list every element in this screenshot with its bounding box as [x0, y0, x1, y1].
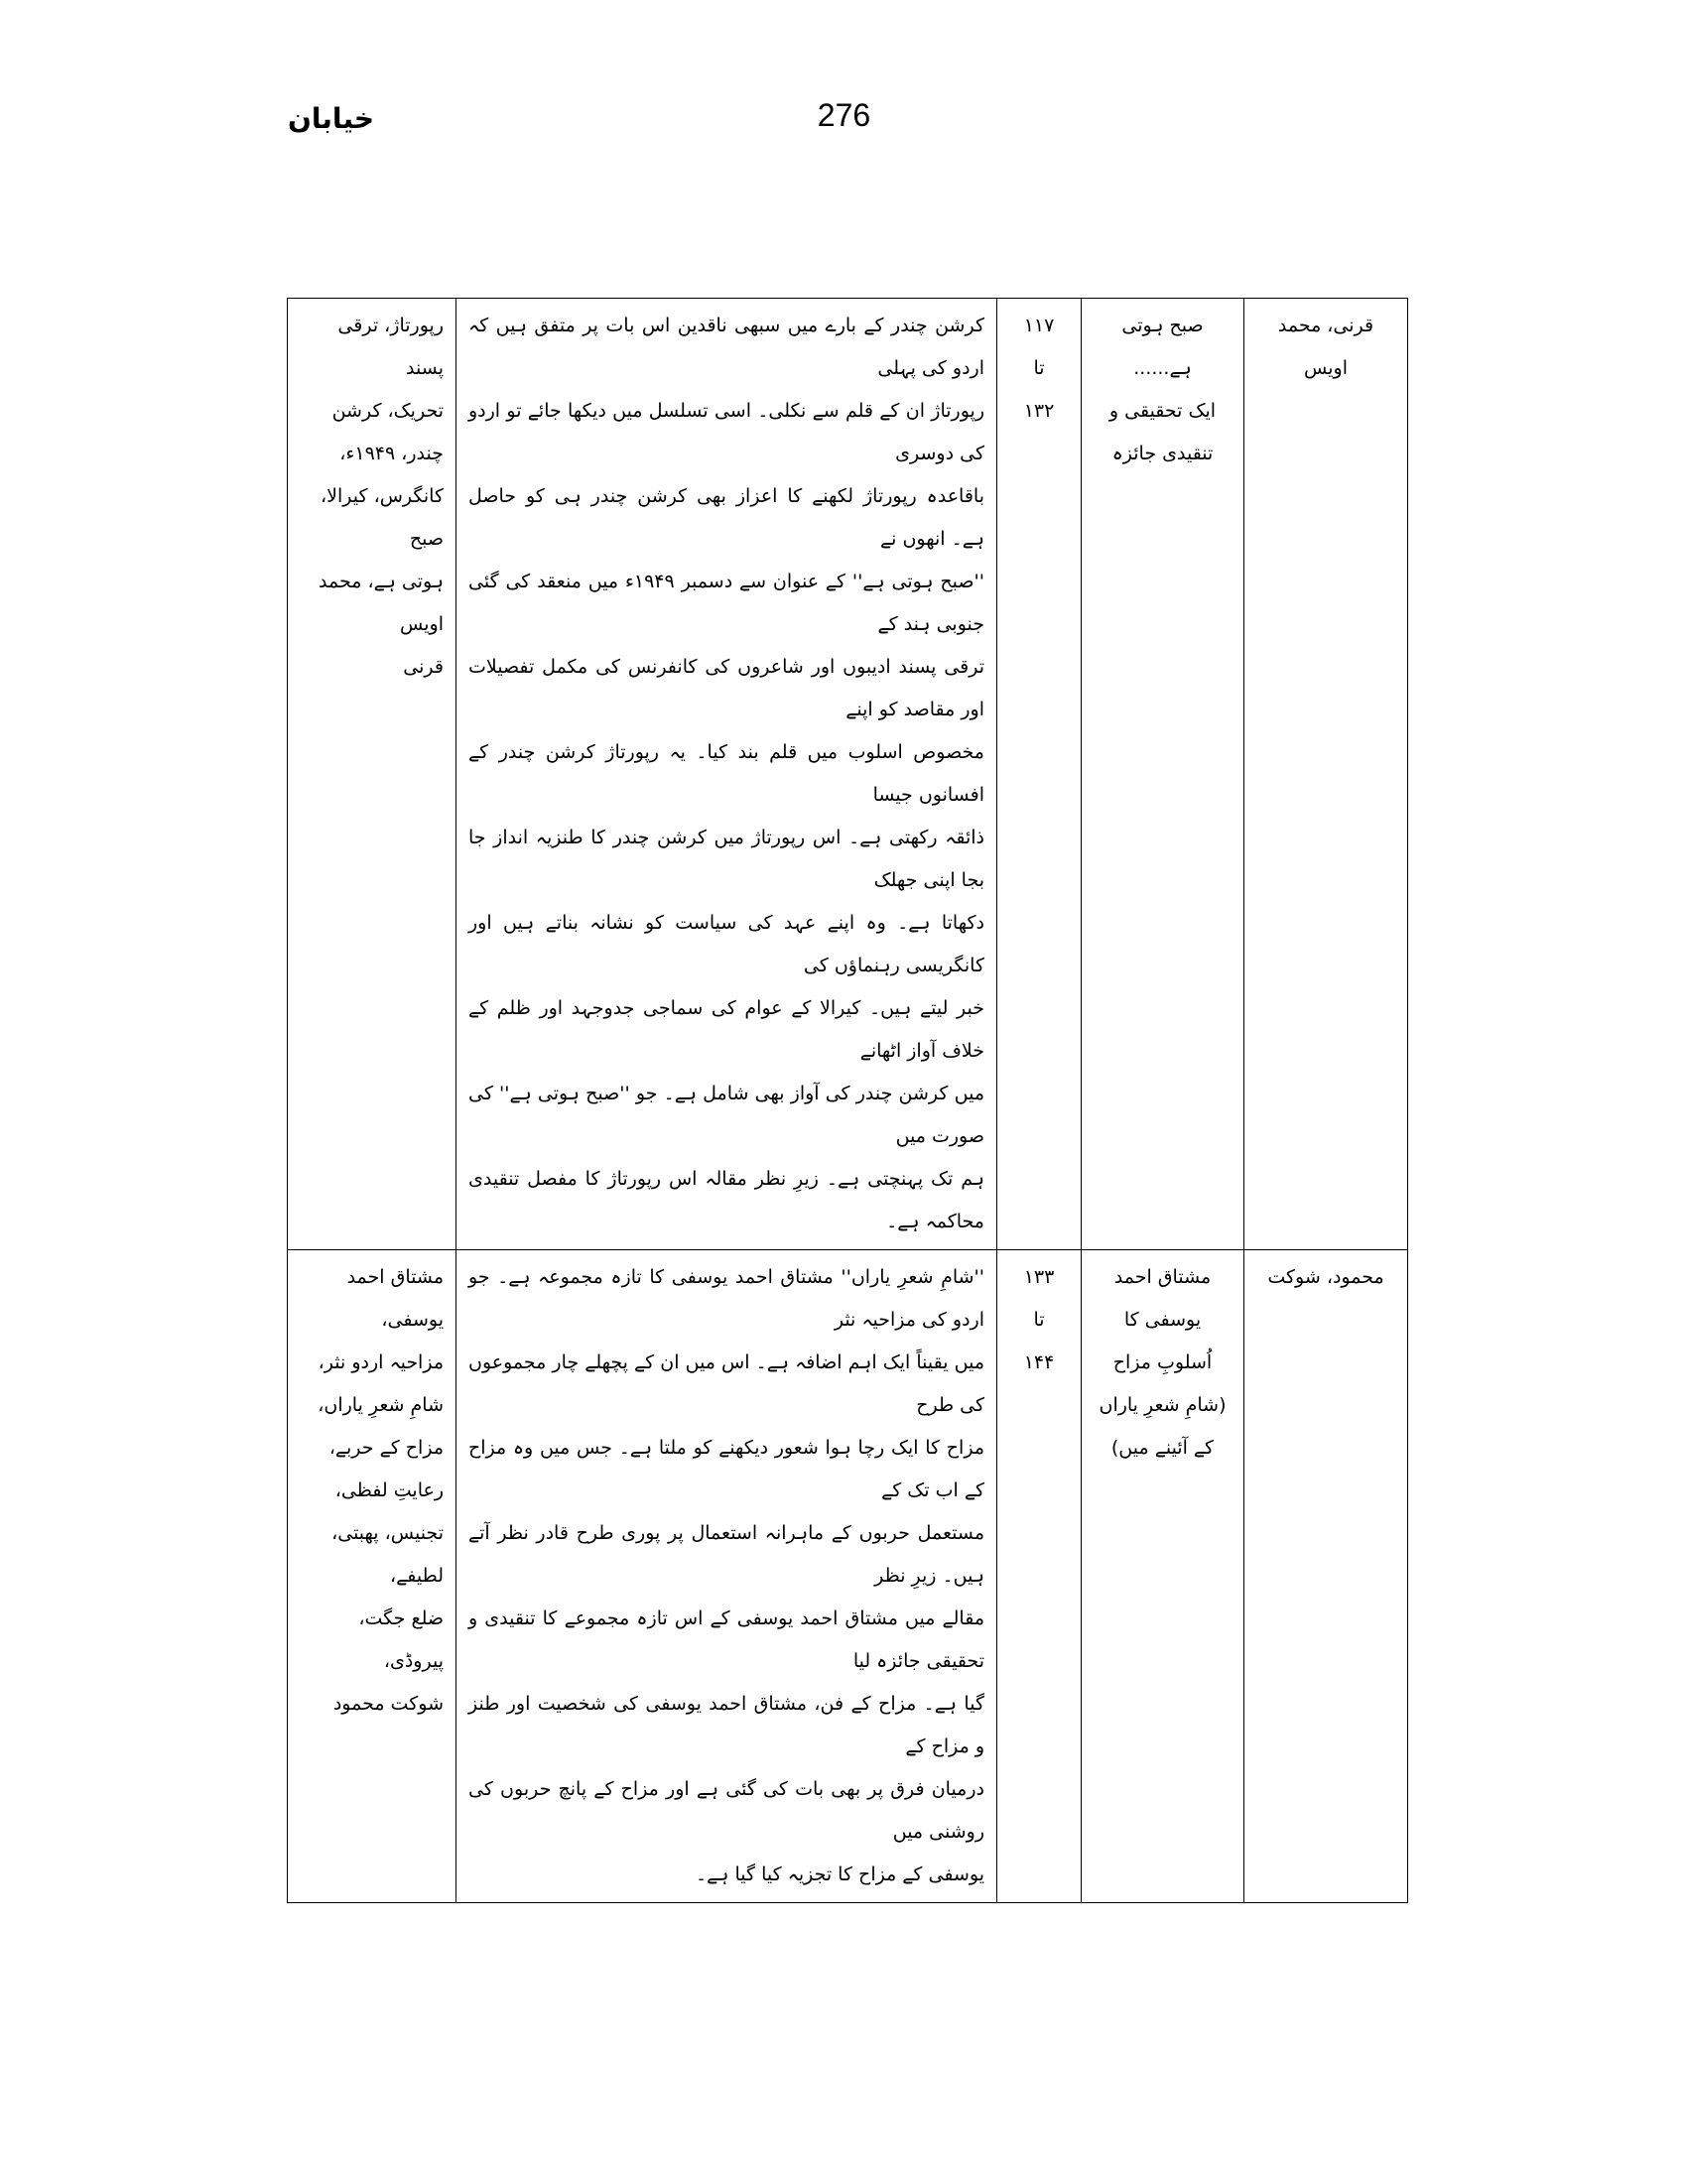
abstract-cell-line: مزاح کا ایک رچا ہوا شعور دیکھنے کو ملتا ہے۔ جس میں وہ مزاح کے اب تک کے: [468, 1437, 984, 1501]
abstract-cell-line: یوسفی کے مزاح کا تجزیہ کیا گیا ہے۔: [696, 1863, 984, 1885]
keywords-cell-line: تجنیس، پھبتی، لطیفے،: [331, 1522, 444, 1587]
keywords-cell-line: رپورتاژ، ترقی پسند: [337, 315, 444, 379]
abstract-cell-line: خبر لیتے ہیں۔ کیرالا کے عوام کی سماجی جدوجہد اور ظلم کے خلاف آواز اٹھانے: [468, 997, 984, 1062]
keywords-cell-line: ضلع جگت، پیروڈی،: [358, 1607, 444, 1672]
page-number: 276: [817, 97, 871, 133]
abstract-cell-line: ''شامِ شعرِ یاراں'' مشتاق احمد یوسفی کا تازہ مجموعہ ہے۔ جو اردو کی مزاحیہ نثر: [468, 1266, 984, 1331]
abstract-cell-line: دکھاتا ہے۔ وہ اپنے عہد کی سیاست کو نشانہ بناتے ہیں اور کانگریسی رہنماؤں کی: [468, 912, 984, 976]
abstract-cell-line: رپورتاژ ان کے قلم سے نکلی۔ اسی تسلسل میں دیکھا جائے تو اردو کی دوسری: [468, 400, 984, 464]
table-row: [288, 1250, 1408, 1903]
abstract-cell-line: ''صبح ہوتی ہے'' کے عنوان سے دسمبر ۱۹۴۹ء میں منعقد کی گئی جنوبی ہند کے: [468, 571, 984, 635]
pages-cell: [997, 299, 1082, 1250]
pages-cell-line: تا: [1033, 1309, 1045, 1331]
keywords-cell: [288, 299, 456, 1250]
title-cell-line: ایک تحقیقی و: [1108, 400, 1217, 422]
pages-cell-line: ۱۳۲: [1023, 400, 1055, 422]
keywords-cell-line: چندر، ۱۹۴۹ء،: [339, 443, 444, 464]
article-index-table: [287, 298, 1408, 1903]
keywords-cell-line: شامِ شعرِ یاراں،: [318, 1394, 444, 1416]
title-cell-line: مشتاق احمد یوسفی کا: [1113, 1266, 1212, 1331]
pages-cell-line: ۱۴۴: [1023, 1351, 1055, 1373]
pages-cell-line: ۱۳۳: [1023, 1266, 1055, 1288]
author-cell: محمود، شوکت: [1244, 1250, 1408, 1903]
title-cell-line: صبح ہوتی ہے......: [1121, 315, 1204, 379]
abstract-cell-line: درمیان فرق پر بھی بات کی گئی ہے اور مزاح کے پانچ حربوں کی روشنی میں: [468, 1778, 984, 1843]
title-cell: [1082, 1250, 1244, 1903]
keywords-cell-line: مشتاق احمد یوسفی،: [346, 1266, 444, 1331]
abstract-cell-line: ہم تک پہنچتی ہے۔ زیرِ نظر مقالہ اس رپورتاژ کا مفصل تنقیدی محاکمہ ہے۔: [468, 1168, 984, 1232]
abstract-cell: [456, 299, 997, 1250]
keywords-cell-line: شوکت محمود: [332, 1693, 444, 1715]
title-cell: [1082, 299, 1244, 1250]
keywords-cell-line: کانگرس، کیرالا، صبح: [321, 485, 444, 550]
keywords-cell-line: مزاحیہ اردو نثر،: [318, 1351, 444, 1373]
pages-cell-line: ۱۱۷: [1023, 315, 1055, 336]
title-cell-line: (شامِ شعرِ یاراں: [1099, 1394, 1227, 1416]
journal-name: خیابان: [288, 102, 375, 135]
keywords-cell-line: تحریک، کرشن: [331, 400, 444, 422]
abstract-cell-line: کرشن چندر کے بارے میں سبھی ناقدین اس بات پر متفق ہیں کہ اردو کی پہلی: [468, 315, 984, 379]
keywords-cell-line: رعایتِ لفظی،: [334, 1479, 444, 1501]
abstract-cell-line: باقاعدہ رپورتاژ لکھنے کا اعزاز بھی کرشن چندر ہی کو حاصل ہے۔ انھوں نے: [468, 485, 984, 550]
abstract-cell-line: میں یقیناً ایک اہم اضافہ ہے۔ اس میں ان کے پچھلے چار مجموعوں کی طرح: [468, 1351, 984, 1416]
keywords-cell-line: مزاح کے حربے،: [328, 1437, 444, 1459]
abstract-cell-line: ترقی پسند ادیبوں اور شاعروں کی کانفرنس کی مکمل تفصیلات اور مقاصد کو اپنے: [468, 656, 984, 720]
author-cell: قرنی، محمد اویس: [1244, 299, 1408, 1250]
abstract-cell: [456, 1250, 997, 1903]
keywords-cell-line: قرنی: [403, 656, 444, 678]
abstract-cell-line: مقالے میں مشتاق احمد یوسفی کے اس تازہ مجموعے کا تنقیدی و تحقیقی جائزہ لیا: [468, 1607, 984, 1672]
abstract-cell-line: ذائقہ رکھتی ہے۔ اس رپورتاژ میں کرشن چندر کا طنزیہ انداز جا بجا اپنی جھلک: [468, 827, 984, 891]
abstract-cell-line: مخصوص اسلوب میں قلم بند کیا۔ یہ رپورتاژ کرشن چندر کے افسانوں جیسا: [468, 741, 984, 806]
title-cell-line: کے آئینے میں): [1110, 1437, 1215, 1459]
pages-cell-line: تا: [1033, 357, 1045, 379]
keywords-cell-line: ہوتی ہے، محمد اویس: [319, 571, 444, 635]
table-body: [288, 299, 1408, 1903]
table-row: [288, 299, 1408, 1250]
keywords-cell: [288, 1250, 456, 1903]
abstract-cell-line: مستعمل حربوں کے ماہرانہ استعمال پر پوری طرح قادر نظر آتے ہیں۔ زیرِ نظر: [468, 1522, 984, 1587]
pages-cell: [997, 1250, 1082, 1903]
title-cell-line: اُسلوبِ مزاح: [1112, 1351, 1213, 1373]
abstract-cell-line: گیا ہے۔ مزاح کے فن، مشتاق احمد یوسفی کی شخصیت اور طنز و مزاح کے: [468, 1693, 984, 1757]
title-cell-line: تنقیدی جائزہ: [1111, 443, 1214, 464]
abstract-cell-line: میں کرشن چندر کی آواز بھی شامل ہے۔ جو ''صبح ہوتی ہے'' کی صورت میں: [468, 1083, 984, 1147]
